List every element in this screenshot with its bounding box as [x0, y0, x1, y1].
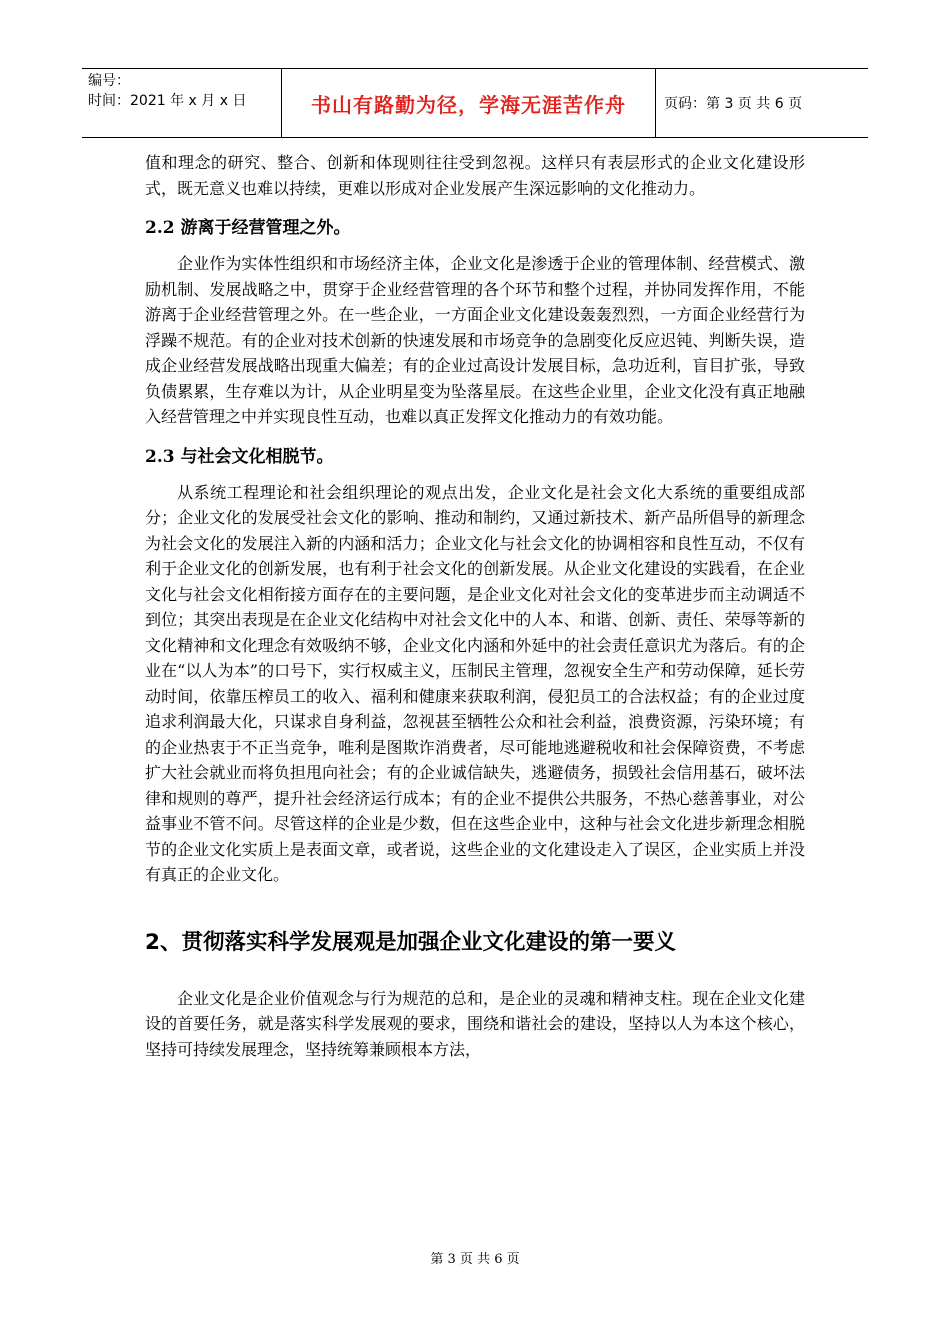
document-number-label: 编号：	[88, 73, 130, 89]
page-footer: 第 3 页 共 6 页	[430, 1252, 520, 1267]
header-meta-cell	[82, 69, 282, 137]
chapter-heading-2: 2、贯彻落实科学发展观是加强企业文化建设的第一要义	[145, 929, 676, 955]
section-heading-2-2: 2.2 游离于经营管理之外。	[145, 218, 351, 238]
header-motto: 书山有路勤为径，学海无涯苦作舟	[311, 92, 626, 117]
document-body	[145, 150, 805, 1062]
header-page-cell	[656, 69, 868, 137]
paragraph-continued: 值和理念的研究、整合、创新和体现则往往受到忽视。这样只有表层形式的企业文化建设形式，既无意义也难以持续，更难以形成对企业发展产生深远影响的文化推动力。	[145, 153, 805, 198]
document-time-label: 时间：2021 年 x 月 x 日	[88, 93, 247, 109]
section-heading-2-3: 2.3 与社会文化相脱节。	[145, 446, 334, 467]
page-header	[82, 68, 868, 138]
header-page-label: 页码：第 3 页 共 6 页	[664, 96, 803, 112]
paragraph-chapter-2: 企业文化是企业价值观念与行为规范的总和，是企业的灵魂和精神支柱。现在企业文化建设的首要任务，就是落实科学发展观的要求，围绕和谐社会的建设，坚持以人为本这个核心，坚持可持续发展理念，坚持统筹兼顾根本方法，	[145, 988, 805, 1059]
header-motto-cell	[282, 69, 656, 137]
paragraph-2-2: 企业作为实体性组织和市场经济主体，企业文化是渗透于企业的管理体制、经营模式、激励机制、发展战略之中，贯穿于企业经营管理的各个环节和整个过程，并协同发挥作用，不能游离于企业经营管理之外。在一些企业，一方面企业文化建设轰轰烈烈，一方面企业经营行为浮躁不规范。有的企业对技术创新的快速发展和市场竞争的急剧变化反应迟钝、判断失误，造成企业经营发展战略出现重大偏差；有的企业过高设计发展目标，急功近利，盲目扩张，导致负债累累，生存难以为计，从企业明星变为坠落星辰。在这些企业里，企业文化没有真正地融入经营管理之中并实现良性互动，也难以真正发挥文化推动力的有效功能。	[145, 254, 805, 426]
paragraph-2-3: 从系统工程理论和社会组织理论的观点出发，企业文化是社会文化大系统的重要组成部分；企业文化的发展受社会文化的影响、推动和制约，又通过新技术、新产品所倡导的新理念为社会文化的发展注入新的内涵和活力；企业文化与社会文化的协调相容和良性互动，不仅有利于企业文化的创新发展，也有利于社会文化的创新发展。从企业文化建设的实践看，在企业文化与社会文化相衔接方面存在的主要问题，是企业文化对社会文化的变革进步而主动调适不到位；其突出表现是在企业文化结构中对社会文化中的人本、和谐、创新、责任、荣辱等新的文化精神和文化理念有效吸纳不够，企业文化内涵和外延中的社会责任意识尤为落后。有的企业在“以人为本”的口号下，实行权威主义，压制民主管理，忽视安全生产和劳动保障，延长劳动时间，依靠压榨员工的收入、福利和健康来获取利润，侵犯员工的合法权益；有的企业过度追求利润最大化，只谋求自身利益，忽视甚至牺牲公众和社会利益，浪费资源，污染环境；有的企业热衷于不正当竞争，唯利是图欺诈消费者，尽可能地逃避税收和社会保障资费，不考虑扩大社会就业而将负担甩向社会；有的企业诚信缺失，逃避债务，损毁社会信用基石，破坏法律和规则的尊严，提升社会经济运行成本；有的企业不提供公共服务，不热心慈善事业，对公益事业不管不问。尽管这样的企业是少数，但在这些企业中，这种与社会文化进步新理念相脱节的企业文化实质上是表面文章，或者说，这些企业的文化建设走入了误区，企业实质上并没有真正的企业文化。	[145, 482, 805, 884]
